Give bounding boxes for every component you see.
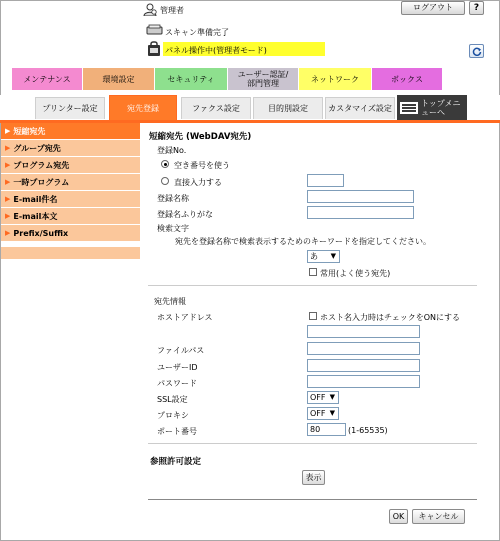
search-char-desc: 宛先を登録名称で検索表示するためのキーワードを指定してください。 (175, 237, 431, 246)
chevron-down-icon: ▼ (330, 252, 336, 260)
proxy-label: プロキシ (157, 411, 189, 420)
password-label: パスワード (157, 379, 197, 388)
host-address-input[interactable] (307, 325, 420, 338)
nav-item-speed-dial[interactable] (1, 123, 140, 140)
password-input[interactable] (307, 375, 420, 388)
chevron-down-icon: ▼ (329, 409, 335, 417)
cancel-button[interactable]: キャンセル (412, 509, 465, 524)
help-button[interactable]: ? (469, 1, 484, 15)
user-name: 管理者 (160, 6, 184, 15)
port-label: ポート番号 (157, 427, 197, 436)
chevron-down-icon: ▼ (329, 393, 335, 401)
filepath-input[interactable] (307, 342, 420, 355)
menu-icon (400, 102, 418, 114)
radio-auto-label: 空き番号を使う (174, 161, 230, 170)
main-tab-bar (12, 68, 443, 90)
divider (148, 443, 477, 444)
name-label: 登録名称 (157, 194, 189, 203)
nav-label: E-mail本文 (13, 211, 58, 221)
arrow-icon: ▶ (5, 212, 11, 220)
arrow-icon: ▶ (5, 161, 11, 169)
ssl-value: OFF (310, 393, 326, 402)
nav-label: Prefix/Suffix (13, 228, 69, 238)
name-input[interactable] (307, 190, 414, 203)
ssl-select[interactable] (307, 391, 339, 404)
arrow-icon: ▶ (5, 127, 11, 135)
tab-label: メンテナンス (23, 74, 71, 84)
frequent-label: 常用(よく使う宛先) (320, 269, 391, 278)
nav-item-temp-program[interactable] (1, 174, 140, 191)
filepath-label: ファイルパス (157, 346, 205, 355)
nav-label: 短縮宛先 (13, 126, 46, 136)
host-name-check-label: ホスト名入力時はチェックをONにする (320, 313, 461, 322)
reg-no-label: 登録No. (157, 146, 187, 155)
port-range: (1-65535) (348, 426, 388, 435)
arrow-icon: ▶ (5, 144, 11, 152)
dest-info-label: 宛先情報 (154, 297, 186, 306)
reg-no-input[interactable] (307, 174, 344, 187)
nav-label: グループ宛先 (13, 143, 61, 153)
subtab-purpose[interactable]: 目的別設定 (253, 97, 323, 119)
ref-permission-label: 参照許可設定 (150, 457, 202, 467)
divider (148, 499, 477, 500)
nav-item-program[interactable] (1, 157, 140, 174)
nav-item-prefix-suffix[interactable] (1, 225, 140, 242)
refresh-icon (472, 47, 482, 56)
top-menu-button[interactable] (397, 95, 467, 120)
subtab-customize[interactable]: カスタマイズ設定 (325, 97, 395, 119)
radio-direct-label: 直接入力する (174, 178, 222, 187)
tab-label: ネットワーク (311, 74, 359, 84)
search-char-select[interactable] (307, 250, 340, 263)
panel-lock-icon (147, 41, 161, 57)
userid-label: ユーザーID (157, 363, 198, 372)
divider (148, 285, 477, 286)
proxy-select[interactable] (307, 407, 339, 420)
ok-button[interactable]: OK (389, 509, 408, 524)
arrow-icon: ▶ (5, 178, 11, 186)
tab-label: 環境設定 (102, 74, 135, 84)
scanner-icon (146, 24, 163, 36)
tab-environment[interactable] (83, 68, 155, 90)
tab-label: セキュリティ (167, 74, 215, 84)
nav-item-email-subject[interactable] (1, 191, 140, 208)
tab-security[interactable] (155, 68, 228, 90)
arrow-icon: ▶ (5, 195, 11, 203)
nav-footer (1, 247, 140, 259)
subtab-printer[interactable]: プリンター設定 (35, 97, 105, 119)
tab-box[interactable] (372, 68, 443, 90)
logout-button[interactable]: ログアウト (401, 1, 465, 15)
ssl-label: SSL設定 (157, 395, 188, 404)
tab-label: ユーザー認証/部門管理 (237, 70, 289, 88)
refresh-button[interactable] (469, 44, 484, 58)
frequent-checkbox[interactable] (309, 268, 317, 276)
furigana-input[interactable] (307, 206, 414, 219)
host-label: ホストアドレス (157, 313, 213, 322)
scan-status: スキャン準備完了 (165, 28, 229, 37)
furigana-label: 登録名ふりがな (157, 210, 213, 219)
user-icon (143, 3, 157, 16)
arrow-icon: ▶ (5, 229, 11, 237)
tab-maintenance[interactable] (12, 68, 83, 90)
nav-item-email-body[interactable] (1, 208, 140, 225)
radio-auto-number[interactable] (161, 160, 169, 168)
tab-user-auth[interactable] (228, 68, 299, 90)
search-char-label: 検索文字 (157, 224, 189, 233)
tab-network[interactable] (299, 68, 372, 90)
proxy-value: OFF (310, 409, 326, 418)
top-menu-label: トップメニューへ (421, 98, 461, 117)
mode-status-text: パネル操作中(管理者モード) (165, 46, 267, 55)
host-name-checkbox[interactable] (309, 312, 317, 320)
nav-label: E-mail件名 (13, 194, 58, 204)
userid-input[interactable] (307, 359, 420, 372)
form-title: 短縮宛先 (WebDAV宛先) (149, 132, 252, 142)
radio-direct-input[interactable] (161, 177, 169, 185)
nav-label: プログラム宛先 (13, 160, 70, 170)
search-char-value: あ (310, 252, 318, 261)
show-button[interactable]: 表示 (302, 470, 325, 485)
nav-label: 一時プログラム (13, 177, 70, 187)
port-input[interactable]: 80 (307, 423, 346, 436)
subtab-address[interactable]: 宛先登録 (109, 95, 177, 120)
tab-label: ボックス (391, 74, 423, 84)
left-nav (1, 123, 140, 242)
nav-item-group[interactable] (1, 140, 140, 157)
subtab-fax[interactable]: ファクス設定 (181, 97, 251, 119)
